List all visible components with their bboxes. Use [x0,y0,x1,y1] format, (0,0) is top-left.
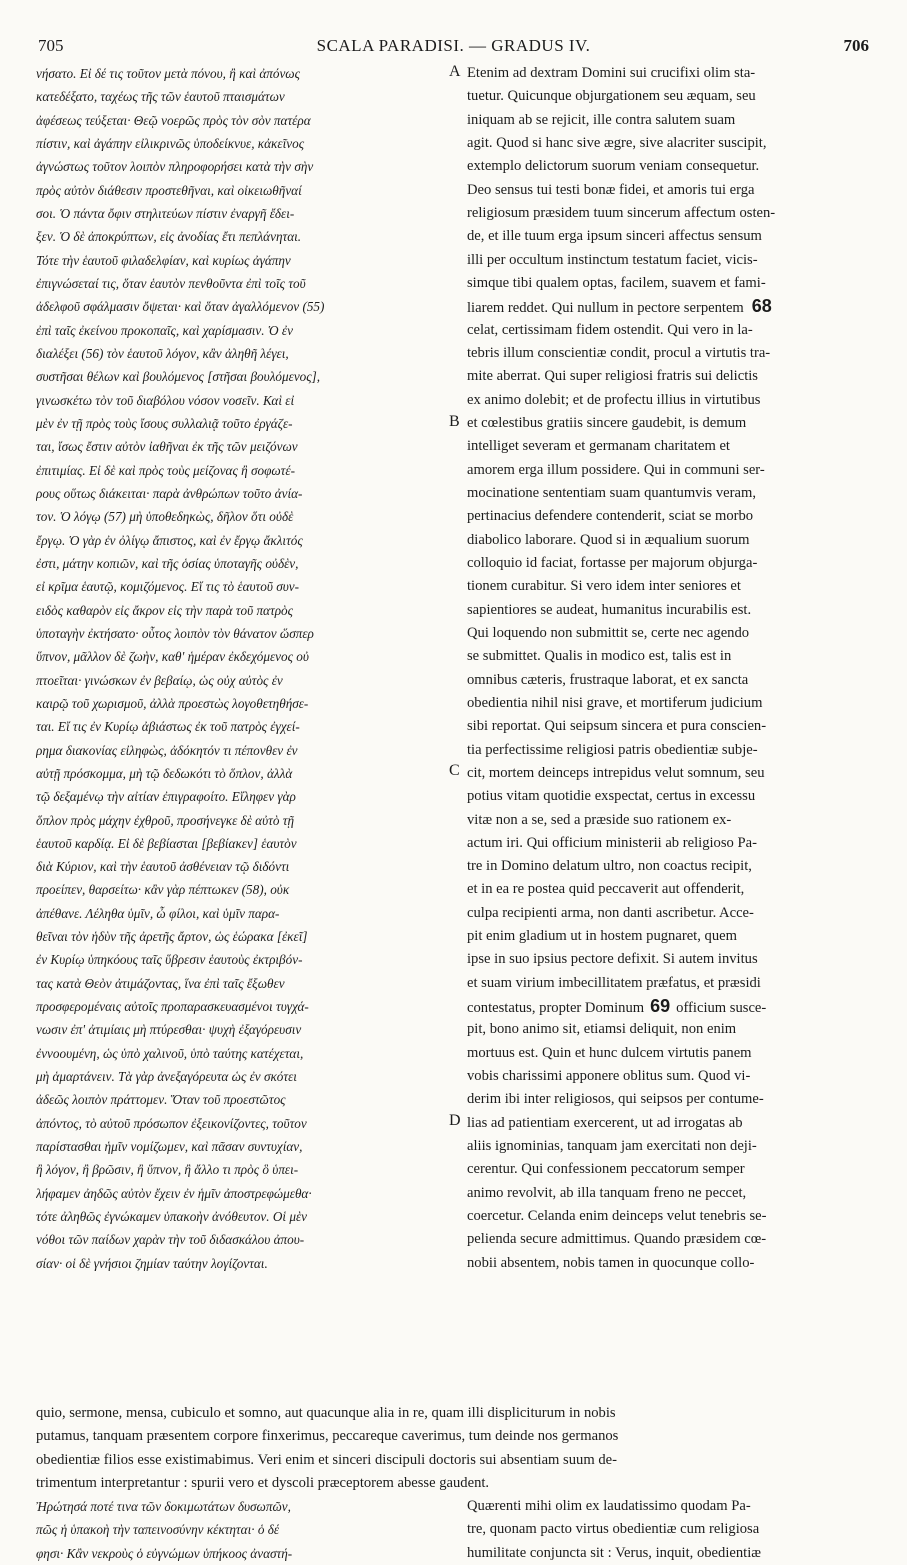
latin-text-line: colloquio id faciat, fortasse per majorum objurga- [467,554,758,571]
latin-text-line: pelienda secure admittimus. Quando præsidem cœ- [467,1231,767,1248]
latin-text-line: Deo sensus tui testi bonæ fidei, et amoris tui erga [467,181,755,198]
latin-text-line: religiosum præsidem tuum sincerum affectum osten- [467,204,776,221]
greek-text-line: ὅπλον πρὸς μάχην ἐχθροῦ, προσήνεγκε δὲ αὐτὸ τῇ [36,812,295,828]
latin-text-line: culpa recipienti arma, non danti ascribetur. Acce- [467,904,754,921]
full-text-line: quio, sermone, mensa, cubiculo et somno, aut quacunque alia in re, quam illi displiciturum in nobis [36,1405,616,1421]
greek-text-line: ἐννοουμένη, ὡς ὑπὸ χαλινοῦ, ὑπὸ ταύτης κατέχεται, [36,1045,304,1061]
section-marker-d: D [449,1112,461,1129]
latin-text-line: cerentur. Qui confessionem peccatorum semper [467,1161,745,1178]
latin-text-line: amorem erga illum possidere. Qui in communi ser- [467,461,765,478]
greek-text-line: ὑποταγὴν ἐκτήσατο· οὗτος λοιπὸν τὸν θάνατον ὥσπερ [36,625,314,641]
latin-line-tail: officium susce- [676,1000,767,1017]
latin-column [467,62,873,1275]
full-width-paragraph [36,1402,874,1495]
greek-text-line: ἀπέθανε. Λέληθα ὑμῖν, ὦ φίλοι, καὶ ὑμῖν παρα- [36,905,280,921]
greek-text-line: παρίστασθαι ἡμῖν νομίζωμεν, καὶ πᾶσαν συντυχίαν, [36,1139,303,1155]
greek-text-line: ται, ἴσως ἔστιν αὐτὸν ἰαθῆναι ἐκ τῆς τῶν μειζόνων [36,439,298,455]
greek-text-line: ἐστι, μάτην κοπιῶν, καὶ τῆς ὁσίας ὑποταγῆς οὐδὲν, [36,555,299,571]
full-text-line: putamus, tanquam præsentem corpore finxerimus, peccareque caverimus, tum deinde nos germanos [36,1428,619,1445]
greek-text-line: διαλέξει (56) τὸν ἑαυτοῦ λόγον, κἂν ἀληθῆ λέγει, [36,345,289,361]
greek-text-line: νήσατο. Εἰ δέ τις τοῦτον μετὰ πόνου, ἢ καὶ ἀπόνως [36,66,300,81]
latin-text-line: simque tibi qualem optas, facilem, suavem et fami- [467,274,766,291]
latin-text-line: tia perfectissime religiosi patris obedientiæ subje- [467,741,758,758]
bottom-greek-column [36,1495,446,1565]
bottom-latin-text-line: Quærenti mihi olim ex laudatissimo quodam Pa- [467,1498,751,1514]
greek-text-line: ἔργῳ. Ὁ γὰρ ἐν ὀλίγῳ ἄπιστος, καὶ ἐν ἔργῳ ἄκλιτός [36,532,303,548]
greek-text-line: ἢ λόγον, ἢ βρῶσιν, ἢ ὕπνον, ἢ ἄλλο τι πρὸς ὃ ὑπει- [36,1162,299,1178]
greek-text-line: ἑαυτοῦ καρδίᾳ. Εἰ δὲ βεβίασται [βεβίακεν] ἑαυτὸν [36,835,297,851]
greek-text-line: εἰ κρῖμα ἑαυτῷ, κομιζόμενος. Εἴ τις τὸ ἑαυτοῦ συν- [36,579,300,595]
latin-text-line: tionem curabitur. Si vero idem inter seniores et [467,578,741,595]
latin-text-line: omnibus cæteris, frustraque laborat, et ex sancta [467,671,749,688]
latin-text-line: contestatus, propter Dominum 69 officium susce- [467,996,767,1017]
bold-page-number-69: 69 [650,996,671,1017]
greek-text-line: ἀπόντος, τὸ αὐτοῦ πρόσωπον ἐξεικονίζοντες, τοῦτον [36,1115,307,1131]
greek-text-line: ρημα διακονίας εἰληφὼς, ἀδόκητόν τι πέπονθεν ἐν [36,742,298,758]
greek-text-line: ρους οὕτως διάκειται· παρὰ ἀνθρώπων τοῦτο ἀνία- [36,485,303,501]
greek-text-line: ἀφέσεως τεύξεται· Θεῷ νοερῶς πρὸς τὸν σὸν πατέρα [36,112,311,128]
greek-text-line: σοι. Ὁ πάντα ὄφιν στηλιτεύων πίστιν ἐναργῆ ἔδει- [36,205,295,221]
greek-text-line: θεῖναι τὸν ἡδὺν τῆς ἀρετῆς ἄρτον, ὡς ἑώρακα [ἐκεῖ] [36,929,308,945]
greek-text-line: ἐπιγνώσεταί τις, ὅταν ἑαυτὸν πενθοῦντα ἐπὶ τοῖς τοῦ [36,275,306,291]
latin-text-line: mocinatione sententiam suam quantumvis veram, [467,484,756,501]
greek-text-line: πίστιν, καὶ ἀγάπην εἰλικρινῶς ὑποδείκνυε, κἀκεῖνος [36,135,305,151]
greek-text-line: πρὸς αὐτὸν διάθεσιν προστεθῆναι, καὶ οἰκειωθῆναί [36,182,302,198]
section-marker-b: B [449,413,460,430]
latin-text-line: de, et ille tuum erga ipsum sinceri affectus sensum [467,228,762,245]
greek-text-line: γινωσκέτω τὸν τοῦ διαβόλου νόσον νοσεῖν. Καὶ εἰ [36,392,295,408]
latin-text-line: actum iri. Qui officium ministerii ab religioso Pa- [467,834,757,851]
greek-text-line: κατεδέξατο, ταχέως τῆς τῶν ἑαυτοῦ πταισμάτων [36,89,285,105]
latin-text-line: vobis charissimi apponere oblitus sum. Quod vi- [467,1068,751,1085]
latin-text-line: derim ibi inter religiosos, qui seipsos per contume- [467,1091,764,1108]
greek-text-line: προσφερομέναις αὐτοῖς προπαρασκευασμένοι τυγχά- [36,999,309,1015]
latin-text-line: lias ad patientiam exercerent, ut ad irrogatas ab [467,1114,743,1131]
running-header [38,36,869,62]
latin-text-line: extemplo delictorum suorum veniam consequetur. [467,158,760,175]
greek-text-line: καιρῷ τοῦ χωρισμοῦ, ἀλλὰ προεστὼς λογοθετηθήσε- [36,695,309,711]
greek-text-line: μὴ ἁμαρτάνειν. Τὰ γὰρ ἀνεξαγόρευτα ὡς ἐν σκότει [36,1069,297,1085]
latin-text-line: agit. Quod si hanc sive ægre, sive alacriter suscipit, [467,134,767,151]
greek-text-line: τας κατὰ Θεὸν ἀτιμάζοντας, ἵνα ἐπὶ ταῖς ἔξωθεν [36,975,285,991]
latin-text-line: sapientiores se audeat, humanitus incurabilis est. [467,601,752,618]
latin-text-line: tre in Domino delatum ultro, non coactus recipit, [467,858,752,875]
greek-text-line: διὰ Κύριον, καὶ τὴν ἑαυτοῦ ἀσθένειαν τῷ διδόντι [36,859,290,875]
latin-text-line: obedientia nihil nisi grave, et mortiferum judicium [467,694,763,711]
greek-text-line: πτοεῖται· γινώσκων ἐν βεβαίῳ, ὡς οὐχ αὐτὸς ἐν [36,672,283,688]
greek-column [36,62,446,1275]
bottom-latin-column [467,1495,873,1565]
greek-text-line: ὕπνον, μᾶλλον δὲ ζωὴν, καθ' ἡμέραν ἐκδεχόμενος οὐ [36,649,309,665]
latin-text-line: se submittet. Qualis in modico est, talis est in [467,648,732,665]
running-title: SCALA PARADISI. — GRADUS IV. [316,36,591,55]
greek-text-line: ἀδελφοῦ σφάλμασιν ὄψεται· καὶ ὅταν ἀγαλλόμενον (55) [36,299,325,315]
latin-text-line: pit enim gladium ut in hostem pugnaret, quem [467,928,737,945]
latin-text-line: pertinacius defendere contenderit, sciat se morbo [467,508,754,525]
latin-text-line: ipse in suo ipsius pectore defixit. Si autem invitus [467,951,758,968]
greek-text-line: ξεν. Ὁ δὲ ἀποκρύπτων, εἰς ἀνοδίας ἔτι πεπλάνηται. [36,229,302,245]
latin-text-line: Qui loquendo non submittit se, certe nec agendo [467,624,750,641]
right-page-number: 706 [843,36,869,55]
full-text-line: trimentum interpretantur : spurii vero et dyscoli præceptorem abesse gaudent. [36,1474,490,1491]
bottom-latin-text-line: humilitate conjuncta sit : Verus, inquit, obedientiæ [467,1544,761,1561]
latin-text-line: ex animo dolebit; et de profectu illius in virtutibus [467,391,761,408]
greek-text-line: ειδὸς καθαρὸν εἰς ἄκρον εἰς τὴν παρὰ τοῦ πατρὸς [36,602,293,618]
section-marker-a: A [449,63,461,80]
bottom-greek-text-line: πῶς ἡ ὑπακοὴ τὴν ταπεινοσύνην κέκτηται· ὁ δέ [36,1522,280,1538]
latin-text-line: aliis ignominias, tanquam jam exercitati non deji- [467,1138,757,1155]
greek-text-line: προείπεν, θαρσείτω· κἂν γὰρ πέπτωκεν (58), οὐκ [36,882,290,898]
greek-text-line: ἀγνώστως τοῦτον λοιπὸν πληροφορήσει κατὰ τὴν σὴν [36,159,314,175]
latin-text-line: iniquam ab se rejicit, ille contra salutem suam [467,111,736,128]
latin-text-line: sibi reportat. Qui seipsum sincera et pura conscien- [467,718,767,735]
greek-text-line: σίαν· οἱ δὲ γνήσιοι ζημίαν ταύτην λογίζονται. [36,1255,268,1271]
bottom-greek-text-line: φησι· Κἂν νεκροὺς ὁ εὐγνώμων ὑπήκοος ἀναστή- [36,1545,293,1561]
latin-text-line: et cœlestibus gratiis sincere gaudebit, is demum [467,414,747,431]
bold-page-number-68: 68 [751,296,772,317]
left-page-number: 705 [38,36,64,55]
greek-text-line: μὲν ἐν τῇ πρὸς τοὺς ἴσους συλλαλιᾷ τοῦτο ἐργάζε- [36,415,293,431]
greek-text-line: νόθοι τῶν παίδων χαρὰν τὴν τοῦ διδασκάλου ἀπου- [36,1232,305,1248]
greek-text-line: ἐν Κυρίῳ ὑπηκόους ταῖς ὕβρεσιν ἑαυτοὺς ἐκτριβόν- [36,952,303,968]
latin-text-line: pit, bono animo sit, etiamsi deliquit, non enim [467,1021,737,1038]
latin-text-line: tuetur. Quicunque objurgationem seu æquam, seu [467,88,756,105]
latin-text-line: et in ea re postea quid peccaverit aut offenderit, [467,881,745,898]
greek-text-line: ἀδεῶς λοιπὸν πράττομεν. Ὅταν τοῦ προεστῶτος [36,1092,286,1108]
latin-text-line: liarem reddet. Qui nullum in pectore serpentem 68 [467,296,772,317]
latin-text-line: potius vitam quotidie exspectat, certus in excessu [467,788,756,805]
section-marker-c: C [449,762,460,779]
latin-text-line: animo revolvit, ab illa tanquam freno ne peccet, [467,1184,747,1201]
latin-text-line: cit, mortem deinceps intrepidus velut somnum, seu [467,764,765,781]
greek-text-line: τότε ἀληθῶς ἐγνώκαμεν ὑπακοὴν ἀνόθευτον. Οἱ μὲν [36,1209,308,1225]
latin-text-line: et suam virium imbecillitatem præfatus, et præsidi [467,974,761,991]
latin-text-line: mortuus est. Quin et hunc dulcem virtutis panem [467,1044,752,1061]
bottom-greek-text-line: Ἠρώτησά ποτέ τινα τῶν δοκιμωτάτων δυσωπῶν, [36,1499,291,1514]
latin-text-line: mite aberrat. Qui super religiosi fratris sui delictis [467,368,758,385]
latin-text-line: vitæ non a se, sed a præside suo rationem ex- [467,811,732,828]
greek-text-line: αὐτῇ πρόσκομμα, μὴ τῷ δεδωκότι τὸ ὅπλον, ἀλλὰ [36,765,293,781]
greek-text-line: ἐπιτιμίας. Εἰ δὲ καὶ πρὸς τοὺς μείζονας ἢ σοφωτέ- [36,462,295,478]
greek-text-line: συστῆσαι θέλων καὶ βουλόμενος [στῆσαι βουλόμενος], [36,369,321,385]
bottom-latin-text-line: tre, quonam pacto virtus obedientiæ cum religiosa [467,1521,760,1538]
latin-text-line: intelliget severam et germanam charitatem et [467,438,730,455]
greek-text-line: τῷ δεξαμένῳ τὴν αἰτίαν ἐπιγραφοίτο. Εἴληφεν γὰρ [36,789,296,805]
latin-text-line: celat, certissimam fidem ostendit. Qui vero in la- [467,321,753,338]
full-text-line: obedientiæ filios esse existimabimus. Veri enim et sinceri discipuli doctoris sui absentiam suum de- [36,1451,617,1468]
greek-text-line: τον. Ὁ λόγῳ (57) μὴ ὑποθεδηκὼς, δῆλον ὅτι οὐδὲ [36,509,294,525]
greek-text-line: Τότε τὴν ἑαυτοῦ φιλαδελφίαν, καὶ κυρίως ἀγάπην [36,252,291,268]
latin-text-line: tebris illum conscientiæ condit, procul a virtutis tra- [467,344,771,361]
greek-text-line: ται. Εἴ τις ἐν Κυρίῳ ἀβιάστως ἐκ τοῦ πατρὸς ἐγχεί- [36,719,300,735]
latin-text-line: nobii absentem, nobis tamen in quocunque collo- [467,1254,755,1271]
latin-text-line: Etenim ad dextram Domini sui crucifixi olim sta- [467,65,756,81]
latin-text-line: illi per occultum instinctum testatum faciet, vicis- [467,251,758,268]
greek-text-line: ἐπὶ ταῖς ἐκείνου προκοπαῖς, καὶ χαρίσμασιν. Ὁ ἐν [36,322,293,338]
latin-text-line: diabolico laborare. Quod si in æqualium suorum [467,531,750,548]
greek-text-line: λήφαμεν ἀηδῶς αὐτὸν ἔχειν ἐν ἡμῖν ἀποστρεφώμεθα· [36,1185,312,1201]
latin-text-line: coercetur. Celanda enim deinceps velut tenebris se- [467,1208,767,1225]
greek-text-line: νωσιν ἐπ' ἀτιμίαις μὴ πτύρεσθαι· ψυχὴ ἐξαγόρευσιν [36,1022,302,1038]
